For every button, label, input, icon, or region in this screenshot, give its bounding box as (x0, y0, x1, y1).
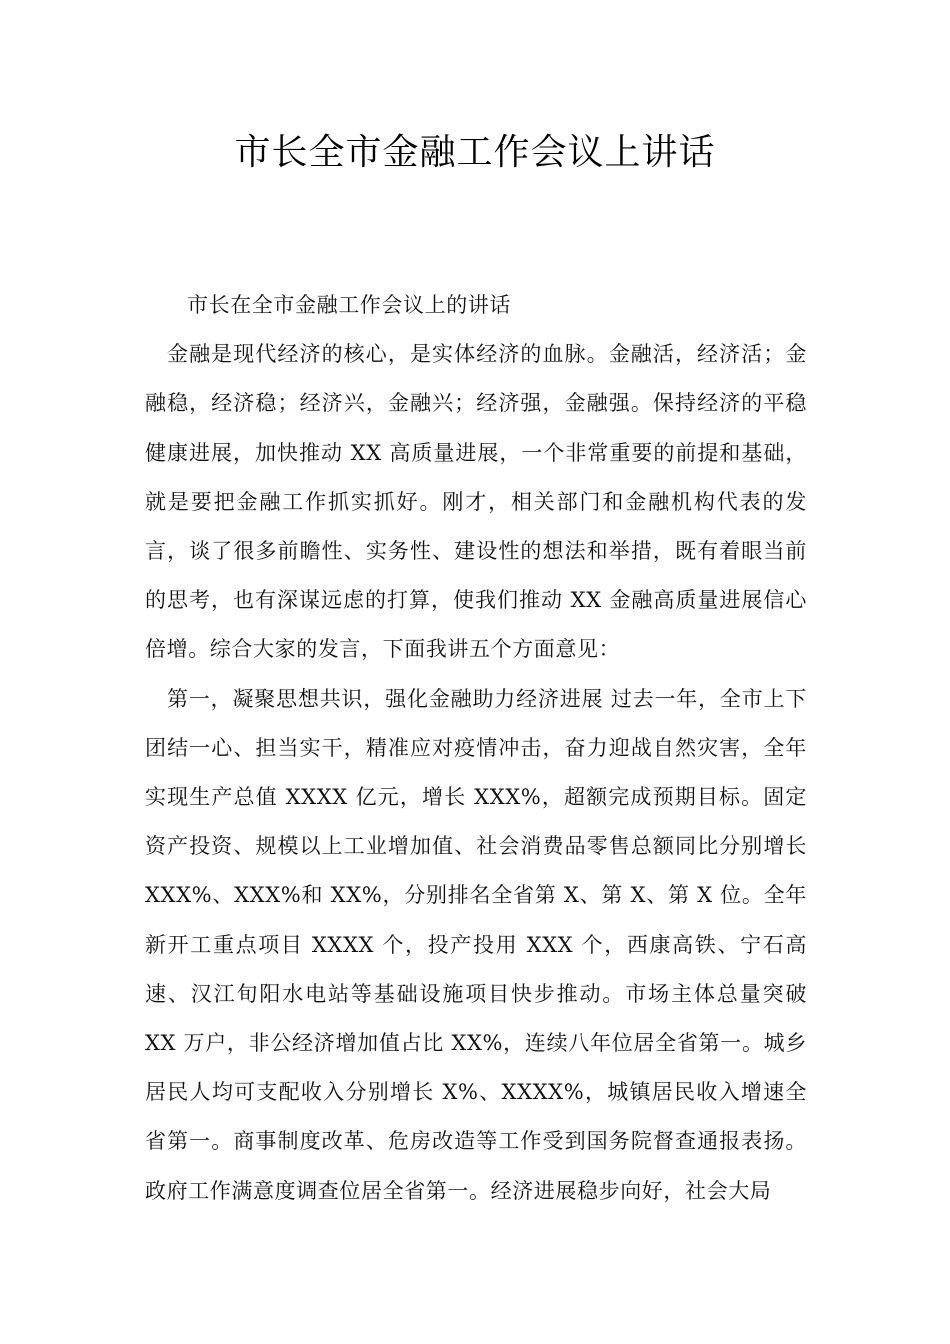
paragraph-first-point: 第一，凝聚思想共识，强化金融助力经济进展 过去一年，全市上下团结一心、担当实干，精准应对疫情冲击，奋力迎战自然灾害，全年实现生产总值 XXXX 亿元，增长 XXX%，超额完成预期目标。固定资产投资、规模以上工业增加值、社会消费品零售总额同比分别增长 XXX%、XXX%和 XX%，分别排名全省第 X、第 X、第 X 位。全年新开工重点项目 XXXX 个，投产投用 XXX 个，西康高铁、宁石高速、汉江旬阳水电站等基础设施项目快步推动。市场主体总量突破 XX 万户，非公经济增加值占比 XX%，连续八年位居全省第一。城乡居民人均可支配收入分别增长 X%、XXXX%，城镇居民收入增速全省第一。商事制度改革、危房改造等工作受到国务院督查通报表扬。政府工作满意度调查位居全省第一。经济进展稳步向好，社会大局 (145, 686, 807, 1203)
document-body (145, 281, 807, 1216)
document-title: 市长全市金融工作会议上讲话 (234, 132, 716, 173)
speech-subtitle: 市长在全市金融工作会议上的讲话 (187, 293, 511, 317)
paragraph-intro: 金融是现代经济的核心，是实体经济的血脉。金融活，经济活；金融稳，经济稳；经济兴，金融兴；经济强，金融强。保持经济的平稳健康进展，加快推动 XX 高质量进展，一个非常重要的前提和基础，就是要把金融工作抓实抓好。刚才，相关部门和金融机构代表的发言，谈了很多前瞻性、实务性、建设性的想法和举措，既有着眼当前的思考，也有深谋远虑的打算，使我们推动 XX 金融高质量进展信心倍增。综合大家的发言，下面我讲五个方面意见： (145, 342, 807, 662)
